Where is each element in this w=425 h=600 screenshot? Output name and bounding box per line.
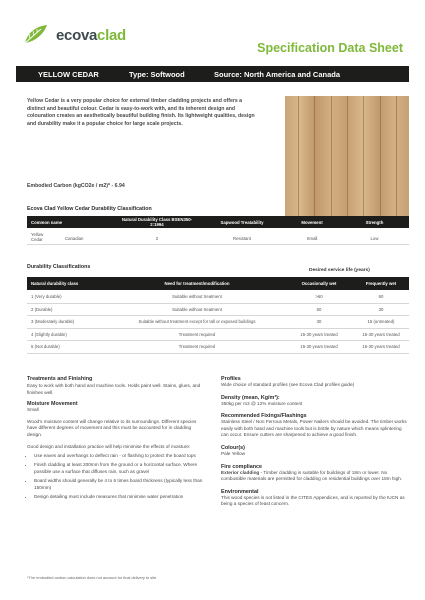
cell-durability-class: 5 (Not durable) (31, 344, 60, 349)
moisture-heading: Moisture Movement (27, 401, 78, 408)
profiles-heading: Profiles (221, 376, 241, 382)
header-occasionally-wet: Occasionally wet (301, 281, 337, 286)
cell-origin: Canadian (65, 236, 84, 241)
product-name: YELLOW CEDAR (38, 69, 99, 79)
cell-occasionally-wet: >60 (315, 294, 323, 299)
cell-frequently-wet: 30 (378, 306, 384, 312)
cell-frequently-wet: 60 (378, 294, 384, 299)
cell-occasionally-wet: 15-30 years treated (300, 331, 338, 337)
header-natural-class: Natural durability class (31, 281, 79, 286)
classification-title: Ecova Clad Yellow Cedar Durability Classification (27, 206, 152, 212)
colour-text: Pale Yellow (221, 450, 245, 456)
environmental-text: This wood species is not listed in the CITES Appendices, and is reported by the IUCN as being a species of least concern. (221, 494, 405, 507)
density-heading: Density (mean, Kg/m³): (221, 394, 280, 401)
fixings-text: Stainless Steel / Non Ferrous Metals, Power Nailers should be avoided. The timber works easily with both hand and machine tools but is brittle by nature which means splintering can occur. Ensure cutters are sharpened to achieve a good finish. (221, 419, 407, 438)
intro-paragraph: Yellow Cedar is a very popular choice for external timber cladding projects and offers a distinct and beautiful colour. Cedar is easy-to-work with, and its inherent design and colouration creates an aesthetically beautiful building finish. Its lightweight qualities, design and durability make it a popular choice for large scale projects. (27, 98, 255, 127)
cell-need-treatment: Suitable without treatment except for tall or exposed buildings (138, 319, 256, 324)
environmental-heading: Environmental (221, 488, 259, 495)
profiles-text: Wide choice of standard profiles (see Ecova Clad profiles guide) (221, 382, 355, 387)
durability-row (27, 303, 409, 317)
header-common-name: Common name (31, 220, 63, 225)
moisture-bullet: • Use eaves and overhangs to deflect rain - or flashing to protect the board tops (34, 453, 207, 460)
cell-treatability: Resistant (233, 236, 251, 241)
header-treatability: Sapwood Treatability (220, 220, 264, 225)
classification-table-header (27, 216, 409, 228)
moisture-bullet: • Board widths should generally be 4 to 6 times board thickness (typically less than 150mm) (34, 478, 207, 491)
durability-row (27, 328, 409, 342)
brand-logo (22, 20, 172, 50)
durability-row (27, 315, 409, 329)
moisture-bullet: • Finish cladding at least 200mm from the ground or a horizontal surface. Where possible use a surface that diffuses rain, such as gravel (34, 462, 207, 475)
cell-need-treatment: Treatment required (178, 344, 216, 349)
cell-need-treatment: Suitable without treatment (172, 306, 222, 312)
durability-title: Durability Classifications (27, 264, 91, 270)
header-need-treatment: Need for treatment/modification (164, 281, 230, 286)
leaf-logo-icon (22, 23, 50, 47)
moisture-para-2: Good design and installation practice will help minimise the effects of moisture: (27, 443, 191, 449)
footnote: *The embodied carbon calculation does not account for final delivery to site (27, 575, 157, 580)
embodied-carbon: Embodied Carbon (kgCO2e / m2)* - 6.94 (27, 183, 125, 189)
treatments-text: Easy to work with both hand and machine tools. Holds paint well. Stains, glues, and finishes well. (27, 383, 201, 395)
cell-need-treatment: Treatment required (178, 331, 216, 337)
page-title: Specification Data Sheet (257, 41, 403, 55)
product-type: Type: Softwood (129, 69, 185, 79)
cell-movement: Small (306, 236, 318, 241)
cell-frequently-wet: 15-30 years treated (362, 344, 400, 349)
moisture-para-1: Wood's moisture content will change relative to its surroundings. Different species have different degrees of movement and this must be accounted for in cladding design. (27, 418, 197, 437)
cell-occasionally-wet: 30 (316, 319, 322, 324)
fire-heading: Fire compliance (221, 463, 263, 470)
left-column (27, 376, 207, 503)
durability-row (27, 290, 409, 304)
service-life-heading: Desired service life (years) (309, 268, 370, 273)
cell-durability-class: 3 (Moderately durable) (31, 319, 75, 324)
header-frequently-wet: Frequently wet (365, 281, 397, 286)
moisture-bullet-list (27, 453, 207, 500)
fire-body: - Timber cladding is suitable for buildings of 18m or lower. No combustible materials are permitted for cladding on residential buildings over 18m high. (221, 469, 403, 482)
cell-occasionally-wet: 60 (316, 306, 322, 312)
header-movement: Movement (301, 220, 323, 225)
fire-text (221, 470, 407, 483)
cell-need-treatment: Suitable without treatment (172, 294, 222, 299)
cell-durability-class: 2 (155, 236, 159, 241)
cell-frequently-wet: 15-30 years treated (362, 331, 400, 337)
cell-durability-class: 4 (Slightly durable) (31, 331, 67, 337)
moisture-value: Small (27, 407, 39, 413)
header-strength: Strength (365, 220, 384, 225)
colour-heading: Colour(s) (221, 444, 245, 451)
cell-strength: Low (370, 236, 379, 241)
cell-frequently-wet: 15 (untreated) (367, 319, 395, 324)
treatments-heading: Treatments and Finishing (27, 376, 93, 382)
cell-durability-class: 2 (Durable) (31, 306, 53, 312)
durability-row (27, 340, 409, 354)
product-header-bar (16, 66, 409, 82)
cell-occasionally-wet: 15-30 years treated (300, 344, 338, 349)
brand-name: ecovaclad (56, 26, 126, 44)
cell-durability-class: 1 (Very durable) (31, 294, 62, 299)
fixings-heading: Recommended Fixings/Flashings (221, 413, 307, 420)
fire-label: Exterior cladding (221, 469, 260, 475)
header-durability-class: Natural Durability Class BSEN350-2:1994 (121, 217, 193, 227)
timber-cladding-photo (285, 96, 409, 220)
density-text: 350kg per m3 @ 12% moisture content (221, 400, 303, 406)
classification-row (27, 228, 409, 245)
moisture-bullet: • Design detailing must include measures that minimise water penetration (34, 494, 207, 501)
cell-common-name: Yellow Cedar (31, 232, 44, 242)
product-source: Source: North America and Canada (214, 69, 341, 79)
durability-table-header (27, 277, 409, 290)
right-column (221, 376, 407, 508)
